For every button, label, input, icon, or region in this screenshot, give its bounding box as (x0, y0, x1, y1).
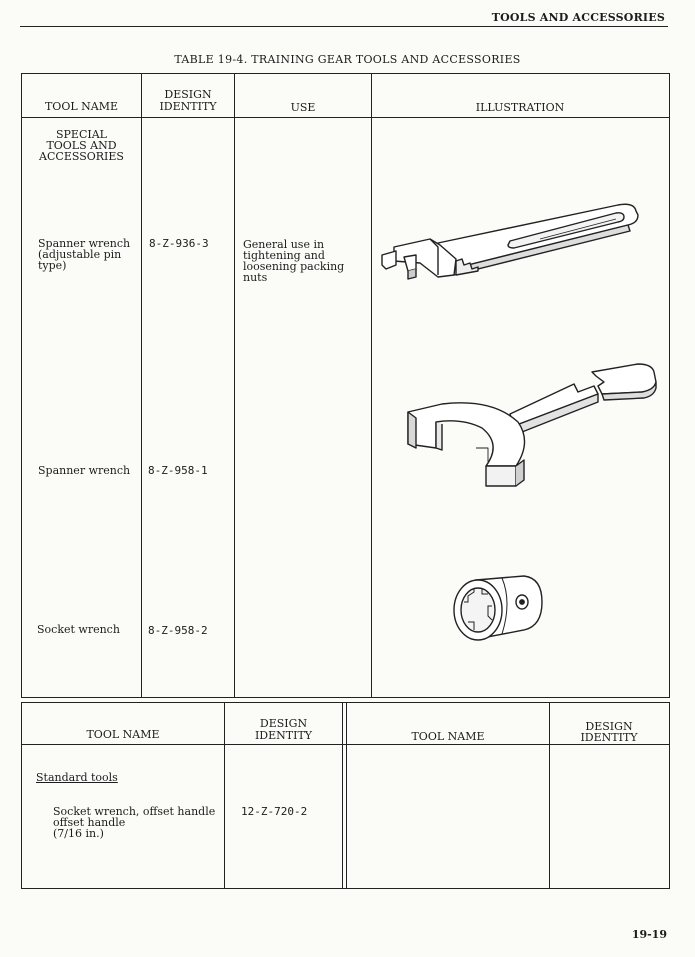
upper-header-rule (21, 117, 670, 118)
running-header: TOOLS AND ACCESSORIES (491, 11, 665, 24)
row-use: loosening packing (243, 260, 345, 273)
lower-header-identity: IDENTITY (254, 729, 313, 742)
table-title: TABLE 19-4. TRAINING GEAR TOOLS AND ACCESSORIES (174, 53, 521, 66)
row-tool-name: offset handle (53, 816, 126, 829)
lower-header-design: DESIGN (259, 717, 308, 730)
header-tool-name: TOOL NAME (44, 100, 119, 113)
row-design-identity: 8-Z-958-1 (148, 464, 208, 477)
socket-wrench-illustration (446, 572, 546, 652)
lower-header-design-right: DESIGN (585, 720, 633, 733)
header-illustration: ILLUSTRATION (475, 101, 565, 114)
row-tool-name: type) (38, 259, 67, 272)
header-rule (20, 26, 668, 27)
row-use: General use in (243, 238, 325, 251)
spanner-wrench-illustration (402, 362, 662, 492)
row-tool-name: Socket wrench (37, 623, 120, 636)
row-use: tightening and (243, 249, 325, 262)
section-title-line: ACCESSORIES (39, 150, 124, 163)
standard-tools-title: Standard tools (36, 771, 118, 784)
lower-header-tool-name: TOOL NAME (86, 728, 160, 741)
row-tool-name: (adjustable pin (38, 248, 122, 261)
row-design-identity: 12-Z-720-2 (241, 805, 308, 818)
header-design: DESIGN (164, 88, 212, 101)
row-tool-name: Socket wrench, offset handle (53, 805, 216, 818)
row-tool-name: Spanner wrench (38, 464, 131, 477)
header-identity: IDENTITY (159, 100, 217, 113)
section-title-line: SPECIAL (56, 128, 107, 141)
page-number: 19-19 (631, 928, 667, 941)
row-tool-name: (7/16 in.) (53, 827, 104, 840)
row-use: nuts (243, 271, 268, 284)
row-design-identity: 8-Z-958-2 (148, 624, 208, 637)
lower-header-identity-right: IDENTITY (580, 731, 638, 744)
header-use: USE (290, 101, 316, 114)
row-tool-name: Spanner wrench (38, 237, 131, 250)
lower-header-tool-name-right: TOOL NAME (411, 730, 485, 743)
section-title-line: TOOLS AND (46, 139, 117, 152)
row-design-identity: 8-Z-936-3 (149, 237, 209, 250)
adjustable-spanner-wrench-illustration (380, 195, 660, 285)
